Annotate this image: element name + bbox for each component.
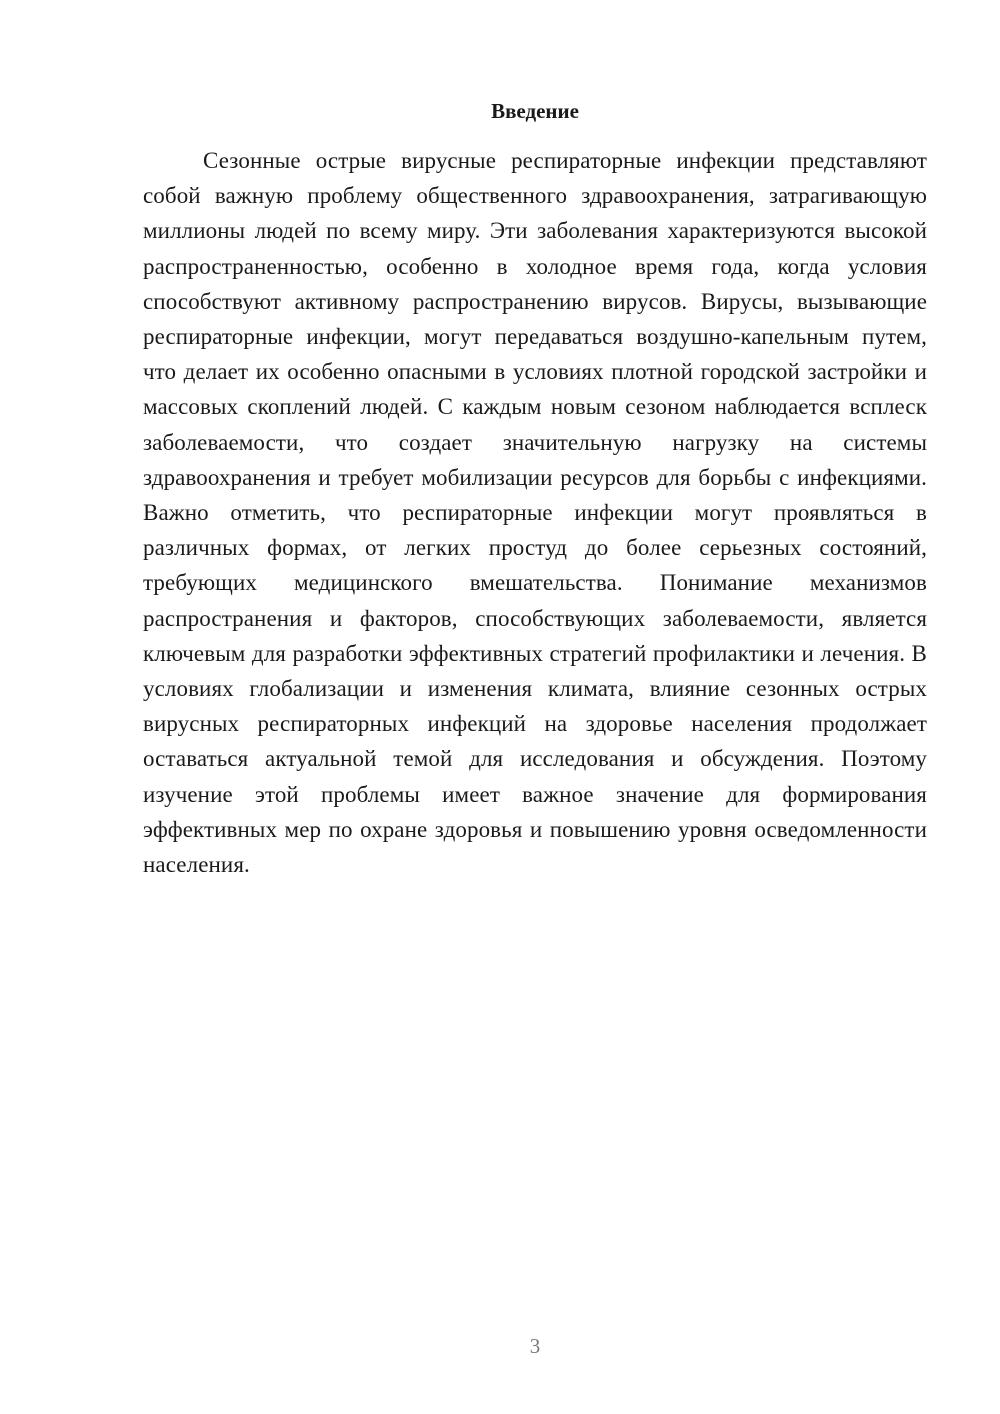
page-number: 3: [529, 1334, 541, 1358]
body-paragraph: Сезонные острые вирусные респираторные инфекции представляют собой важную проблему общественного здравоохранения, затрагивающую миллионы людей по всему миру. Эти заболевания характеризуются высокой распространенностью, особенно в холодное время года, когда условия способствуют активному распространению вирусов. Вирусы, вызывающие респираторные инфекции, могут передаваться воздушно-капельным путем, что делает их особенно опасными в условиях плотной городской застройки и массовых скоплений людей. С каждым новым сезоном наблюдается всплеск заболеваемости, что создает значительную нагрузку на системы здравоохранения и требует мобилизации ресурсов для борьбы с инфекциями. Важно отметить, что респираторные инфекции могут проявляться в различных формах, от легких простуд до более серьезных состояний, требующих медицинского вмешательства. Понимание механизмов распространения и факторов, способствующих заболеваемости, является ключевым для разработки эффективных стратегий профилактики и лечения. В условиях глобализации и изменения климата, влияние сезонных острых вирусных респираторных инфекций на здоровье населения продолжает оставаться актуальной темой для исследования и обсуждения. Поэтому изучение этой проблемы имеет важное значение для формирования эффективных мер по охране здоровья и повышению уровня осведомленности населения.: [143, 148, 927, 878]
section-heading: Введение: [491, 99, 579, 123]
